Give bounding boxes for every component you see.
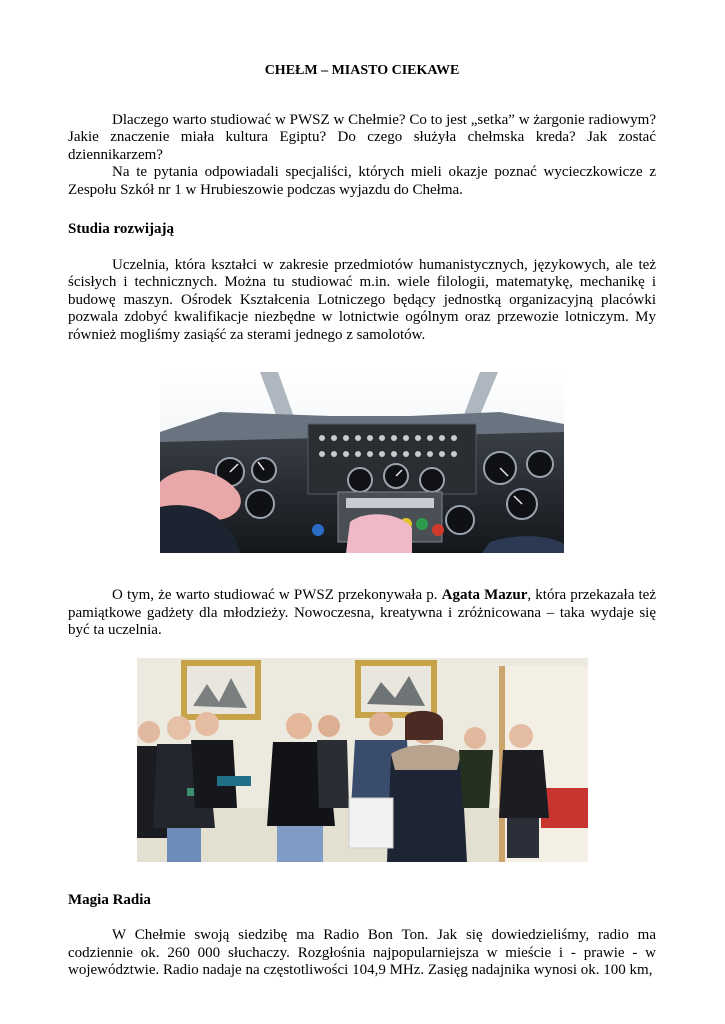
document-page bbox=[68, 62, 656, 980]
section-heading-studia: Studia rozwijają bbox=[68, 221, 174, 237]
studia-paragraph-2-end: , która przekazała też pamiątkowe gadżety dla młodzieży. Nowoczesna, kreatywna i zróżnicowana – taka wydaje się być ta uczelnia. bbox=[68, 587, 656, 638]
studia-paragraph-2-start: O tym, że warto studiować w PWSZ przekonywała p. bbox=[112, 587, 442, 603]
intro-paragraph-2: Na te pytania odpowiadali specjaliści, których mieli okazje poznać wycieczkowicze z Zespołu Szkół nr 1 w Hrubieszowie podczas wyjazdu do Chełma. bbox=[68, 164, 656, 198]
group-photo bbox=[137, 658, 588, 862]
cockpit-photo bbox=[160, 372, 564, 553]
section-heading-radio: Magia Radia bbox=[68, 891, 151, 908]
intro-paragraph-1: Dlaczego warto studiować w PWSZ w Chełmie? Co to jest „setka” w żargonie radiowym? Jakie znaczenie miała kultura Egiptu? Do czego służyła chełmska kreda? Jak zostać dziennikarzem? bbox=[68, 111, 656, 163]
radio-paragraph-1: W Chełmie swoją siedzibę ma Radio Bon Ton. Jak się dowiedzieliśmy, radio ma codziennie ok. 260 000 słuchaczy. Rozgłośnia najpopularniejsza w mieście i - prawie - w województwie. Radio nadaje na częstotliwości 104,9 MHz. Zasięg nadajnika wynosi ok. 100 km, bbox=[68, 927, 656, 978]
person-name: Agata Mazur bbox=[441, 587, 528, 603]
studia-paragraph-2 bbox=[68, 587, 656, 640]
studia-paragraph-1: Uczelnia, która kształci w zakresie przedmiotów humanistycznych, językowych, ale też ścisłych i technicznych. Można tu studiować m.in. wiele filologii, matematykę, mechanikę i budowę maszyn. Ośrodek Kształcenia Lotniczego będący jednostką organizacyjną placówki pozwala zdobyć kwalifikacje niezbędne w lotnictwie ogólnym oraz przewozie lotniczym. My również mogliśmy zasiąść za sterami jednego z samolotów. bbox=[68, 256, 656, 343]
document-title: CHEŁM – MIASTO CIEKAWE bbox=[264, 63, 460, 78]
